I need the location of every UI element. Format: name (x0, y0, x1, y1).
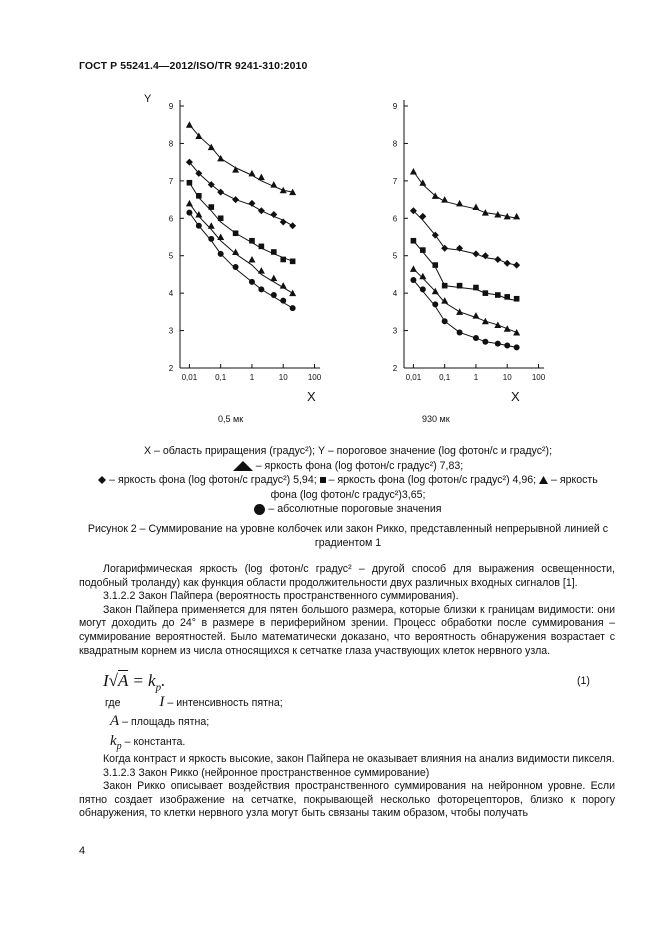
y-tick-label: 8 (168, 139, 174, 149)
y-tick-label: 7 (392, 176, 398, 186)
y-tick-label: 3 (392, 326, 398, 336)
definition-i: – интенсивность пятна; (167, 697, 283, 709)
data-point-triangle (270, 275, 277, 282)
triangle-marker-icon (539, 476, 548, 484)
data-point-diamond (513, 262, 520, 269)
data-point-triangle (472, 204, 479, 211)
figure-legend (78, 444, 618, 517)
data-point-square (473, 285, 479, 291)
data-point-circle (457, 329, 463, 335)
data-point-square (280, 257, 286, 263)
paragraph: Закон Рикко описывает воздействия пространственного суммирования на нейронном уровне. Если пятно создает изображение на сетчатке, покрывающей несколько фоторецепторов, близко к порогу обнаружения, то клетки нервного узла могут быть связаны таким образом, чтобы получать (79, 780, 615, 820)
data-point-circle (482, 339, 488, 345)
data-point-triangle (513, 213, 520, 220)
paragraph: Логарифмическая яркость (log фотон/с градус² – другой способ для выражения освещенности, подобный троланду) как функция области продолжительности двух различных входных сигналов [1]. (79, 563, 615, 589)
data-point-square (208, 204, 214, 210)
body-text-upper (79, 563, 615, 658)
data-point-square (249, 238, 255, 244)
data-point-square (483, 290, 489, 296)
series-line (189, 125, 292, 192)
series-line (413, 269, 516, 333)
data-point-triangle (472, 312, 479, 319)
data-point-diamond (504, 260, 511, 267)
x-tick-label: 0,01 (181, 373, 198, 382)
data-point-triangle (186, 121, 193, 128)
data-point-triangle (441, 196, 448, 203)
data-point-circle (473, 335, 479, 341)
x-tick-label: 0,1 (215, 373, 227, 382)
data-point-square (504, 294, 510, 300)
data-point-circle (249, 279, 255, 285)
data-point-triangle (258, 267, 265, 274)
section-heading: 3.1.2.2 Закон Пайпера (вероятность пространственного суммирования). (103, 590, 459, 603)
data-point-circle (495, 341, 501, 347)
y-tick-label: 5 (168, 251, 174, 261)
y-tick-label: 2 (392, 364, 398, 373)
series-line (413, 172, 516, 219)
chart-right (354, 88, 559, 408)
data-point-triangle (217, 234, 224, 241)
series-line (413, 241, 516, 301)
data-point-circle (196, 223, 202, 229)
definition-k: – константа. (124, 736, 186, 748)
where-line-a (110, 713, 209, 730)
x-tick-label: 100 (531, 373, 546, 382)
x-tick-label: 1 (473, 373, 479, 382)
triangle-marker-icon (233, 461, 253, 471)
series-line (189, 183, 292, 262)
x-tick-label: 1 (249, 373, 255, 382)
variable-i: I (159, 694, 165, 710)
y-tick-label: 6 (168, 214, 174, 224)
data-point-triangle (482, 209, 489, 216)
diamond-marker-icon (98, 476, 106, 484)
data-point-square (514, 296, 520, 302)
data-point-circle (504, 343, 510, 349)
data-point-diamond (441, 245, 448, 252)
data-point-triangle (482, 318, 489, 325)
data-point-circle (514, 344, 520, 350)
data-point-square (420, 247, 426, 253)
data-point-circle (208, 236, 214, 242)
y-tick-label: 9 (168, 102, 174, 111)
data-point-diamond (248, 200, 255, 207)
where-line-k (110, 733, 185, 752)
data-point-triangle (513, 329, 520, 336)
data-point-square (411, 238, 417, 244)
paragraph: Когда контраст и яркость высокие, закон Пайпера не оказывает влияния на анализ видимости пикселя. (103, 753, 615, 765)
data-point-triangle (441, 297, 448, 304)
data-point-triangle (248, 170, 255, 177)
legend-text: – абсолютные пороговые значения (268, 503, 442, 515)
data-point-square (457, 283, 463, 289)
data-point-triangle (419, 179, 426, 186)
legend-text: – яркость (551, 474, 598, 486)
data-point-square (495, 292, 501, 298)
series-line (189, 203, 292, 293)
y-tick-label: 3 (168, 326, 174, 336)
data-point-diamond (258, 207, 265, 214)
y-tick-label: 6 (392, 214, 398, 224)
legend-line-2 (78, 459, 618, 474)
square-marker-icon (320, 477, 326, 483)
x-tick-label: 100 (307, 373, 322, 382)
data-point-triangle (248, 256, 255, 263)
data-point-circle (233, 264, 239, 270)
data-point-triangle (504, 325, 511, 332)
data-point-circle (432, 301, 438, 307)
data-point-square (196, 193, 202, 199)
data-point-square (233, 230, 239, 236)
variable-a: A (110, 713, 120, 729)
right-chart-unit: 930 мк (422, 414, 450, 424)
y-tick-label: 8 (392, 139, 398, 149)
data-point-diamond (289, 222, 296, 229)
section-heading: 3.1.2.3 Закон Рикко (нейронное пространственное суммирование) (103, 766, 430, 779)
data-point-circle (410, 277, 416, 283)
data-point-square (432, 262, 438, 268)
data-point-triangle (456, 200, 463, 207)
data-point-triangle (410, 168, 417, 175)
y-tick-label: 4 (168, 289, 174, 299)
series-line (413, 211, 516, 265)
data-point-circle (186, 210, 192, 216)
data-point-circle (290, 305, 296, 311)
data-point-circle (442, 318, 448, 324)
data-point-triangle (195, 211, 202, 218)
y-tick-label: 9 (392, 102, 398, 111)
y-axis-label: Y (144, 93, 152, 105)
legend-text: – яркость фона (log фотон/с градус²) 5,94; (109, 474, 317, 486)
x-tick-label: 0,01 (405, 373, 422, 382)
data-point-diamond (472, 250, 479, 257)
circle-marker-icon (254, 504, 265, 515)
data-point-circle (420, 286, 426, 292)
legend-line-3 (78, 473, 618, 488)
page-number: 4 (79, 845, 86, 857)
data-point-circle (271, 292, 277, 298)
data-point-triangle (186, 200, 193, 207)
variable-k: $k_p$ (110, 733, 122, 752)
where-word: где (105, 697, 121, 709)
data-point-square (187, 180, 193, 186)
data-point-square (442, 283, 448, 289)
x-axis-label: X (307, 389, 316, 404)
left-chart-unit: 0,5 мк (218, 414, 244, 424)
data-point-circle (218, 251, 224, 257)
x-axis-label: X (511, 389, 520, 404)
figure-caption: Рисунок 2 – Суммирование на уровне колбочек или закон Рикко, представленный непрерывной линией с градиентом 1 (87, 523, 609, 549)
formula: $I√A = k_p$. (103, 671, 166, 694)
body-text-lower (79, 753, 615, 821)
legend-text: – яркость фона (log фотон/с градус²) 7,83; (255, 459, 464, 472)
legend-line-1: X – область приращения (градус²); Y – пороговое значение (log фотон/с и градус²); (143, 445, 553, 457)
definition-a: – площадь пятна; (122, 716, 210, 728)
data-point-triangle (456, 308, 463, 315)
x-tick-label: 10 (502, 373, 512, 382)
data-point-square (271, 249, 277, 255)
data-point-triangle (280, 282, 287, 289)
legend-line-4: фона (log фотон/с градус²)3,65; (270, 488, 426, 501)
data-point-square (218, 215, 224, 221)
y-tick-label: 7 (168, 176, 174, 186)
formula-number: (1) (577, 675, 590, 687)
chart-left (130, 88, 335, 408)
data-point-triangle (208, 222, 215, 229)
data-point-diamond (494, 256, 501, 263)
data-point-triangle (410, 265, 417, 272)
series-line (189, 213, 292, 308)
where-line-i (105, 694, 283, 711)
data-point-circle (258, 286, 264, 292)
legend-line-5 (78, 502, 618, 517)
y-tick-label: 2 (168, 364, 174, 373)
data-point-square (290, 259, 296, 265)
data-point-triangle (258, 174, 265, 181)
data-point-diamond (419, 213, 426, 220)
data-point-circle (280, 298, 286, 304)
paragraph: Закон Пайпера применяется для пятен большого размера, которые близки к границам видимости: они могут доходить до 24° в размере в периферийном зрении. Процесс обработки после суммирования – суммирование вероятностей. Было математически доказано, что вероятность обнаружения возрастает с квадратным корнем из числа относящихся к сетчатке глаза участвующих клеток нервного узла. (79, 603, 615, 657)
data-point-triangle (289, 290, 296, 297)
document-header: ГОСТ Р 55241.4—2012/ISO/TR 9241-310:2010 (79, 60, 308, 72)
y-tick-label: 5 (392, 251, 398, 261)
y-tick-label: 4 (392, 289, 398, 299)
x-tick-label: 0,1 (439, 373, 451, 382)
x-tick-label: 10 (278, 373, 288, 382)
series-line (189, 162, 292, 226)
data-point-diamond (232, 196, 239, 203)
data-point-triangle (280, 187, 287, 194)
legend-text: – яркость фона (log фотон/с градус²) 4,96; (328, 474, 537, 486)
data-point-triangle (270, 181, 277, 188)
data-point-square (259, 244, 265, 250)
